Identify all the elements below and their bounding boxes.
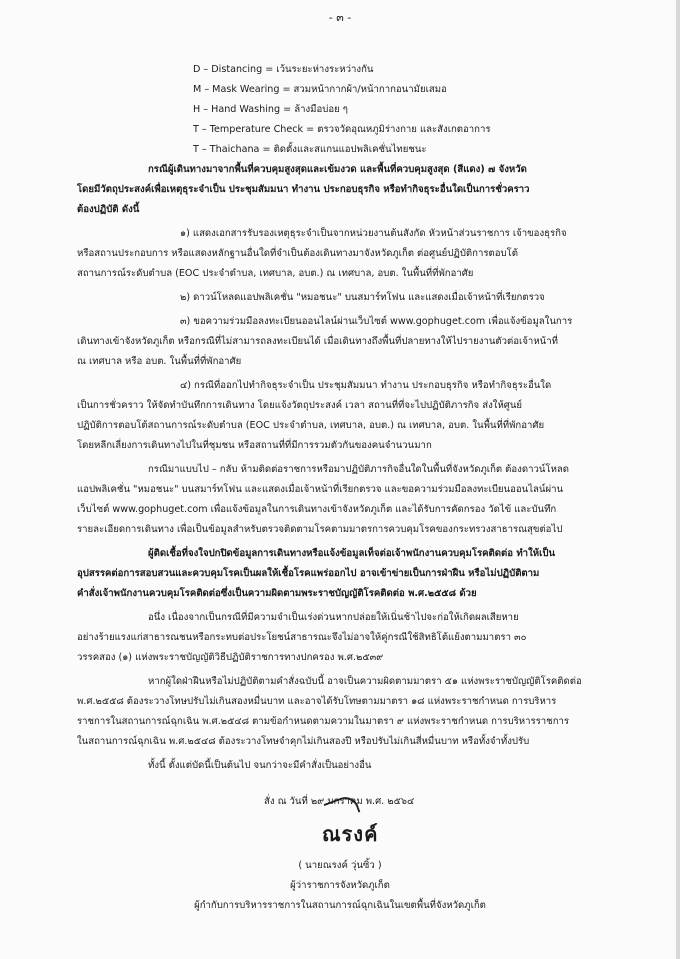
item-line: เป็นการชั่วคราว ให้จัดทำบันทึกการเดินทาง โดยแจ้งวัตถุประสงค์ เวลา สถานที่ที่จะไปปฏิบัติภารกิจ ส่งให้ศูนย์ xyxy=(77,400,523,411)
warning-line: อุปสรรคต่อการสอบสวนและควบคุมโรคเป็นผลให้เชื้อโรคแพร่ออกไป อาจเข้าข่ายเป็นการฝ่าฝืน หรือไม่ปฏิบัติตาม xyxy=(77,568,540,579)
item-line: ๑) แสดงเอกสารรับรองเหตุธุระจำเป็นจากหน่วยงานต้นสังกัด หัวหน้าส่วนราชการ เจ้าของธุรกิจ xyxy=(180,228,567,239)
intro-line: โดยมีวัตถุประสงค์เพื่อเหตุธุระจำเป็น ประชุมสัมมนา ทำงาน ประกอบธุรกิจ หรือทำกิจธุระอื่นใดเป็นการชั่วคราว xyxy=(77,184,530,195)
dmhtt-line: M – Mask Wearing = สวมหน้ากากผ้า/หน้ากากอนามัยเสมอ xyxy=(193,84,447,95)
penalty-line: ในสถานการณ์ฉุกเฉิน พ.ศ.๒๕๔๘ ต้องระวางโทษจำคุกไม่เกินสองปี หรือปรับไม่เกินสี่หมื่นบาท หรือทั้งจำทั้งปรับ xyxy=(77,736,530,747)
dmhtt-line: T – Temperature Check = ตรวจวัดอุณหภูมิร่างกาย และสังเกตอาการ xyxy=(193,124,491,135)
intro-line: กรณีผู้เดินทางมาจากพื้นที่ควบคุมสูงสุดและเข้มงวด และพื้นที่ควบคุมสูงสุด (สีแดง) ๗ จังหวัด xyxy=(148,164,527,175)
item-line: สถานการณ์ระดับตำบล (EOC ประจำตำบล, เทศบาล, อบต.) ณ เทศบาล, อบต. ในพื้นที่ที่พักอาศัย xyxy=(77,268,474,279)
urgent-line: อย่างร้ายแรงแก่สาธารณชนหรือกระทบต่อประโยชน์สาธารณะจึงไม่อาจให้คู่กรณีใช้สิทธิโต้แย้งตามมาตรา ๓๐ xyxy=(77,632,527,643)
bounce-line: เว็บไซต์ www.gophuget.com เพื่อแจ้งข้อมูลในการเดินทางเข้าจังหวัดภูเก็ต และได้รับการคัดกรอง วัดไข้ และบันทึก xyxy=(77,504,557,515)
date-line: สั่ง ณ วันที่ ๒๙ มกราคม พ.ศ. ๒๕๖๔ xyxy=(264,796,415,807)
urgent-line: วรรคสอง (๑) แห่งพระราชบัญญัติวิธีปฏิบัติราชการทางปกครอง พ.ศ.๒๕๓๙ xyxy=(77,652,384,663)
penalty-line: พ.ศ.๒๕๕๘ ต้องระวางโทษปรับไม่เกินสองหมื่นบาท และอาจได้รับโทษตามมาตรา ๑๘ แห่งพระราชกำหนด การบริหาร xyxy=(77,696,557,707)
dmhtt-line: H – Hand Washing = ล้างมือบ่อย ๆ xyxy=(193,104,348,115)
item-line: หรือสถานประกอบการ หรือแสดงหลักฐานอื่นใดที่จำเป็นต้องเดินทางมาจังหวัดภูเก็ต ต่อศูนย์ปฏิบัติการตอบโต้ xyxy=(77,248,518,259)
item-line: ๒) ดาวน์โหลดแอปพลิเคชั่น "หมอชนะ" บนสมาร์ทโฟน และแสดงเมื่อเจ้าหน้าที่เรียกตรวจ xyxy=(180,292,545,303)
item-line: เดินทางเข้าจังหวัดภูเก็ต หรือกรณีที่ไม่สามารถลงทะเบียนได้ เมื่อเดินทางถึงพื้นที่ปลายทางให้ไปรายงานตัวต่อเจ้าหน้าที่ xyxy=(77,336,558,347)
signer-position: ผู้ว่าราชการจังหวัดภูเก็ต xyxy=(290,880,390,891)
page-edge xyxy=(676,0,680,959)
signer-position-2: ผู้กำกับการบริหารราชการในสถานการณ์ฉุกเฉินในเขตพื้นที่จังหวัดภูเก็ต xyxy=(194,900,486,911)
bounce-line: แอปพลิเคชั่น "หมอชนะ" บนสมาร์ทโฟน และแสดงเมื่อเจ้าหน้าที่เรียกตรวจ และขอความร่วมมือลงทะเบียนออนไลน์ผ่าน xyxy=(77,484,564,495)
signer-name: ( นายณรงค์ วุ่นซิ้ว ) xyxy=(298,860,382,871)
signature: ณรงค์ xyxy=(322,822,379,846)
item-line: ๓) ขอความร่วมมือลงทะเบียนออนไลน์ผ่านเว็บไซต์ www.gophuget.com เพื่อแจ้งข้อมูลในการ xyxy=(180,316,573,327)
intro-line: ต้องปฏิบัติ ดังนี้ xyxy=(77,204,140,215)
effective-line: ทั้งนี้ ตั้งแต่บัดนี้เป็นต้นไป จนกว่าจะมีคำสั่งเป็นอย่างอื่น xyxy=(148,760,372,771)
page-number: - ๓ - xyxy=(328,11,352,24)
penalty-line: ราชการในสถานการณ์ฉุกเฉิน พ.ศ.๒๕๔๘ ตามข้อกำหนดตามความในมาตรา ๙ แห่งพระราชกำหนด การบริหารราชการ xyxy=(77,716,570,727)
bounce-line: กรณีมาแบบไป – กลับ ห้ามติดต่อราชการหรือมาปฏิบัติภารกิจอื่นใดในพื้นที่จังหวัดภูเก็ต ต้องดาวน์โหลด xyxy=(148,464,570,475)
bounce-line: รายละเอียดการเดินทาง เพื่อเป็นข้อมูลสำหรับตรวจติดตามโรคตามมาตรการควบคุมโรคของกระทรวงสาธารณสุขต่อไป xyxy=(77,524,563,535)
item-line: ปฏิบัติการตอบโต้สถานการณ์ระดับตำบล (EOC ประจำตำบล, เทศบาล, อบต.) ณ เทศบาล, อบต. ในพื้นที่ที่พักอาศัย xyxy=(77,420,545,431)
dmhtt-line: D – Distancing = เว้นระยะห่างระหว่างกัน xyxy=(193,64,374,75)
item-line: ณ เทศบาล หรือ อบต. ในพื้นที่ที่พักอาศัย xyxy=(77,356,242,367)
urgent-line: อนึ่ง เนื่องจากเป็นกรณีที่มีความจำเป็นเร่งด่วนหากปล่อยให้เนิ่นช้าไปจะก่อให้เกิดผลเสียหาย xyxy=(148,612,519,623)
warning-line: คำสั่งเจ้าพนักงานควบคุมโรคติดต่อซึ่งเป็นความผิดตามพระราชบัญญัติโรคติดต่อ พ.ศ.๒๕๕๘ ด้วย xyxy=(77,588,477,599)
penalty-line: หากผู้ใดฝ่าฝืนหรือไม่ปฏิบัติตามคำสั่งฉบับนี้ อาจเป็นความผิดตามมาตรา ๕๑ แห่งพระราชบัญญัติโรคติดต่อ xyxy=(148,676,582,687)
warning-line: ผู้ติดเชื้อที่จงใจปกปิดข้อมูลการเดินทางหรือแจ้งข้อมูลเท็จต่อเจ้าพนักงานควบคุมโรคติดต่อ ทำให้เป็น xyxy=(148,548,555,559)
dmhtt-line: T – Thaichana = ติดตั้งและสแกนแอปพลิเคชั่นไทยชนะ xyxy=(193,144,427,155)
item-line: โดยหลีกเลี่ยงการเดินทางไปในที่ชุมชน หรือสถานที่ที่มีการรวมตัวกันของคนจำนวนมาก xyxy=(77,440,432,451)
item-line: ๔) กรณีที่ออกไปทำกิจธุระจำเป็น ประชุมสัมมนา ทำงาน ประกอบธุรกิจ หรือทำกิจธุระอื่นใด xyxy=(180,380,552,391)
